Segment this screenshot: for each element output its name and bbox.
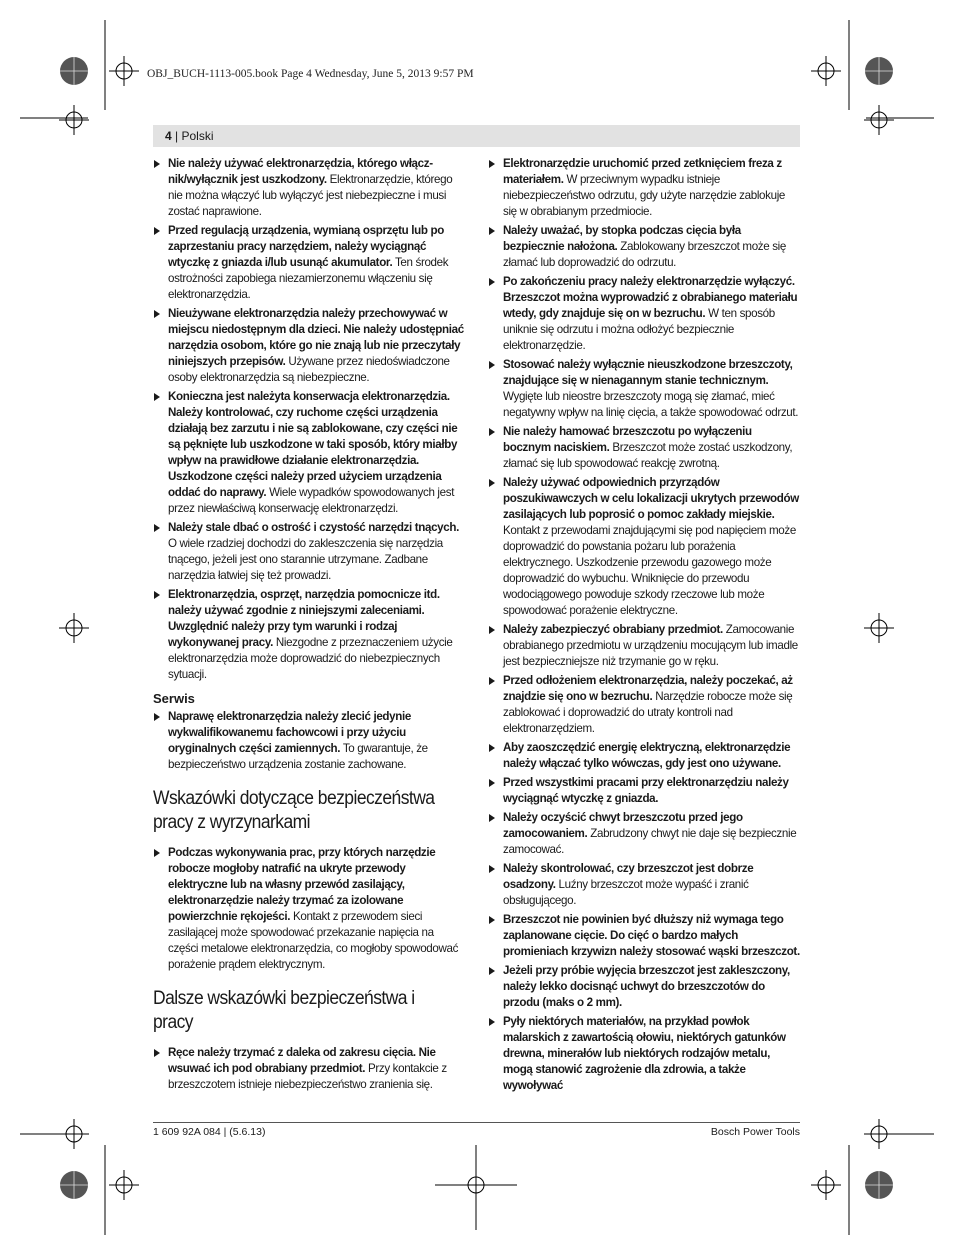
bullet-arrow-icon [154, 1049, 160, 1057]
bullet-arrow-icon [154, 713, 160, 721]
bullet-bold-text: Należy zabezpieczyć obrabiany przedmiot. [503, 623, 723, 636]
page-number: 4 [165, 129, 172, 143]
bullet-bold-text: Stosować należy wyłącznie nieuszkodzone brzeszczoty, znajdujące się w nienagannym stanie technicznym. [503, 358, 793, 387]
bullet-text: Wiele wypadków spowodowanych jest przez niewłaściwą konserwację elektronarzędzi. [168, 486, 455, 515]
bullet-arrow-icon [154, 524, 160, 532]
bullet-arrow-icon [154, 160, 160, 168]
bullet-bold-text: Nie należy hamować brzeszczotu po wyłączeniu bocznym naciskiem. [503, 425, 752, 454]
bullet-item [488, 357, 800, 421]
service-heading: Serwis [153, 691, 195, 706]
bullet-arrow-icon [489, 865, 495, 873]
bullet-item [153, 306, 466, 386]
print-slug: OBJ_BUCH-1113-005.book Page 4 Wednesday, June 5, 2013 9:57 PM [147, 68, 474, 80]
bullet-text: Przy kontakcie z brzeszczotem istnieje niebezpieczeństwo zranienia się. [168, 1062, 447, 1091]
bullet-item [488, 861, 800, 909]
bullet-text: Kontakt z przewodem sieci zasilającej może spowodować przekazanie napięcia na części metalowe elektronarzędzia, co mogłoby spowodować porażenie prądem elektrycznym. [168, 910, 459, 971]
language-label: | Polski [175, 129, 214, 143]
bullet-arrow-icon [489, 160, 495, 168]
bullet-arrow-icon [489, 227, 495, 235]
bullet-bold-text: Przed odłożeniem elektronarzędzia, należy poczekać, aż znajdzie się ono w bezruchu. [503, 674, 793, 703]
right-column [488, 156, 800, 1097]
section-heading-jigsaw: Wskazówki dotyczące bezpieczeństwa pracy z wyrzynarkami [153, 788, 435, 833]
bullet-arrow-icon [489, 677, 495, 685]
bullet-item [153, 845, 466, 973]
bullet-text: Niezgodne z przeznaczeniem użycie elektronarzędzia może doprowadzić do niebezpiecznych sytuacji. [168, 636, 453, 681]
bullet-text: Kontakt z przewodami znajdującymi się pod napięciem może doprowadzić do powstania pożaru lub porażenia elektrycznego. Uszkodzenie przewodu gazowego może doprowadzić do wybuchu. Wniknięcie do przewodu wodociągowego powoduje szkody rzeczowe lub może spowodować porażenie elektryczne. [503, 524, 796, 617]
bullet-bold-text: Należy oczyścić chwyt brzeszczotu przed jego zamocowaniem. [503, 811, 743, 840]
bullet-item [153, 156, 466, 220]
bullet-text: Używane przez niedoświadczone osoby elektronarzędzia są niebezpieczne. [168, 355, 450, 384]
bullet-bold-text: Nieużywane elektronarzędzia należy przechowywać w miejscu niedostępnym dla dzieci. Nie należy udostępniać narzędzia osobom, które go nie znają lub nie przeczytały niniejszych przepisów. [168, 307, 464, 368]
bullet-item [488, 424, 800, 472]
bullet-arrow-icon [154, 393, 160, 401]
bullet-item [488, 475, 800, 619]
bullet-bold-text: Elektronarzędzie uruchomić przed zetknięciem freza z materiałem. [503, 157, 782, 186]
bullet-bold-text: Naprawę elektronarzędzia należy zlecić jedynie wykwalifikowanemu fachowcowi i przy użyciu oryginalnych części zamiennych. [168, 710, 411, 755]
bullet-text: Brzeszczot może zostać uszkodzony, złamać się lub spowodować reakcję zwrotną. [503, 441, 793, 470]
bullet-item [153, 587, 466, 683]
bullet-item [488, 810, 800, 858]
bullet-item [153, 1045, 466, 1093]
bullet-arrow-icon [489, 1018, 495, 1026]
bullet-item [488, 274, 800, 354]
bullet-arrow-icon [489, 361, 495, 369]
bullet-bold-text: Ręce należy trzymać z daleka od zakresu cięcia. Nie wsuwać ich pod obrabiany przedmiot. [168, 1046, 436, 1075]
bullet-arrow-icon [489, 626, 495, 634]
bullet-bold-text: Jeżeli przy próbie wyjęcia brzeszczot jest zakleszczony, należy lekko docisnąć uchwyt do brzeszczotów do przodu (maks o 2 mm). [503, 964, 790, 1009]
bullet-bold-text: Konieczna jest należyta konserwacja elektronarzędzia. Należy kontrolować, czy ruchome części urządzenia działają bez zarzutu i nie są zablokowane, czy części nie są pęknięte lub uszkodzone w taki sposób, który miałby wpływ na prawidłowe działanie elektronarzędzia. Uszkodzone części należy przed użyciem urządzenia oddać do naprawy. [168, 390, 458, 499]
bullet-arrow-icon [489, 744, 495, 752]
bullet-bold-text: Nie należy używać elektronarzędzia, którego włącz-nik/wyłącznik jest uszkodzony. [168, 157, 433, 186]
bullet-bold-text: Należy skontrolować, czy brzeszczot jest dobrze osadzony. [503, 862, 754, 891]
bullet-text: Wygięte lub nieostre brzeszczoty mogą się złamać, mieć negatywny wpływ na linię cięcia, a także spowodować odrzut. [503, 390, 799, 419]
bullet-bold-text: Brzeszczot nie powinien być dłuższy niż wymaga tego zaplanowane cięcie. Do cięć o bardzo małych promieniach krzywizn należy stosować wąski brzeszczot. [503, 913, 800, 958]
page-header [153, 125, 800, 147]
bullet-arrow-icon [154, 591, 160, 599]
bullet-item [488, 740, 800, 772]
bullet-text: Zablokowany brzeszczot może się złamać lub doprowadzić do odrzutu. [503, 240, 786, 269]
footer-brand: Bosch Power Tools [710, 1126, 800, 1138]
bullet-arrow-icon [489, 814, 495, 822]
bullet-arrow-icon [489, 428, 495, 436]
bullet-arrow-icon [154, 227, 160, 235]
bullet-bold-text: Po zakończeniu pracy należy elektronarzędzie wyłączyć. Brzeszczot można wyprowadzić z obrabianego materiału wtedy, gdy znajduje się on w bezruchu. [503, 275, 798, 320]
bullet-item [488, 156, 800, 220]
left-column [153, 156, 466, 1096]
bullet-bold-text: Należy używać odpowiednich przyrządów poszukiwawczych w celu lokalizacji ukrytych przewodów zasilających lub poprosić o pomoc zakłady miejskie. [503, 476, 799, 521]
footer-doc-number: 1 609 92A 084 | (5.6.13) [153, 1126, 266, 1138]
bullet-text: W ten sposób uniknie się odrzutu i można odłożyć bezpiecznie elektronarzędzie. [503, 307, 775, 352]
bullet-bold-text: Podczas wykonywania prac, przy których narzędzie robocze mogłoby natrafić na ukryte przewody elektryczne lub na własny przewód zasilający, elektronarzędzie należy trzymać za izolowane powierzchnie rękojeści. [168, 846, 436, 923]
bullet-text: Zabrudzony chwyt nie daje się bezpiecznie zamocować. [503, 827, 797, 856]
bullet-text: Elektronarzędzie, którego nie można włączyć lub wyłączyć jest niebezpieczne i musi zostać naprawione. [168, 173, 453, 218]
bullet-bold-text: Należy uważać, by stopka podczas cięcia była bezpiecznie nałożona. [503, 224, 741, 253]
bullet-item [153, 520, 466, 584]
bullet-arrow-icon [489, 967, 495, 975]
bullet-item [488, 912, 800, 960]
footer-rule [153, 1122, 800, 1123]
bullet-text: Luźny brzeszczot może wypaść i zranić obsługującego. [503, 878, 749, 907]
bullet-item [153, 709, 466, 773]
bullet-text: O wiele rzadziej dochodzi do zakleszczenia się narzędzia tnącego, jeżeli jest ono starannie utrzymane. Zadbane narzędzia łatwiej się też prowadzi. [168, 537, 443, 582]
bullet-item [153, 223, 466, 303]
bullet-arrow-icon [489, 278, 495, 286]
bullet-item [488, 223, 800, 271]
bullet-text: Narzędzie robocze może się zablokować i doprowadzić do utraty kontroli nad elektronarzędziem. [503, 690, 793, 735]
bullet-item [488, 775, 800, 807]
bullet-arrow-icon [489, 779, 495, 787]
bullet-bold-text: Przed regulacją urządzenia, wymianą osprzętu lub po zaprzestaniu pracy narzędziem, należy wyciągnąć wtyczkę z gniazda i/lub usunąć akumulator. [168, 224, 444, 269]
bullet-item [488, 622, 800, 670]
bullet-item [488, 673, 800, 737]
bullet-text: Zamocowanie obrabianego przedmiotu w urządzeniu mocującym lub imadle jest bezpieczniejsze niż trzymanie go w ręku. [503, 623, 798, 668]
bullet-bold-text: Elektronarzędzia, osprzęt, narzędzia pomocnicze itd. należy używać zgodnie z niniejszymi zaleceniami. Uwzględnić należy przy tym warunki i rodzaj wykonywanej pracy. [168, 588, 440, 649]
bullet-text: To gwarantuje, że bezpieczeństwo urządzenia zostanie zachowane. [168, 742, 428, 771]
bullet-text: W przeciwnym wypadku istnieje niebezpieczeństwo odrzutu, gdy użyte narzędzie zablokuje się w obrabianym przedmiocie. [503, 173, 786, 218]
bullet-arrow-icon [154, 849, 160, 857]
bullet-text: Ten środek ostrożności zapobiega niezamierzonemu włączeniu się elektronarzędzia. [168, 256, 449, 301]
bullet-bold-text: Aby zaoszczędzić energię elektryczną, elektronarzędzie należy włączać tylko wówczas, gdy jest ono używane. [503, 741, 791, 770]
bullet-bold-text: Należy stale dbać o ostrość i czystość narzędzi tnących. [168, 521, 459, 534]
bullet-bold-text: Przed wszystkimi pracami przy elektronarzędziu należy wyciągnąć wtyczkę z gniazda. [503, 776, 789, 805]
bullet-arrow-icon [154, 310, 160, 318]
bullet-arrow-icon [489, 479, 495, 487]
bullet-item [488, 963, 800, 1011]
bullet-arrow-icon [489, 916, 495, 924]
section-heading-further: Dalsze wskazówki bezpieczeństwa i pracy [153, 988, 415, 1033]
bullet-bold-text: Pyły niektórych materiałów, na przykład powłok malarskich z zawartością ołowiu, niektórych gatunków drewna, minerałów lub niektórych rodzajów metalu, mogą stanowić zagrożenie dla zdrowia, a także wywoływać [503, 1015, 786, 1092]
bullet-item [488, 1014, 800, 1094]
bullet-item [153, 389, 466, 517]
